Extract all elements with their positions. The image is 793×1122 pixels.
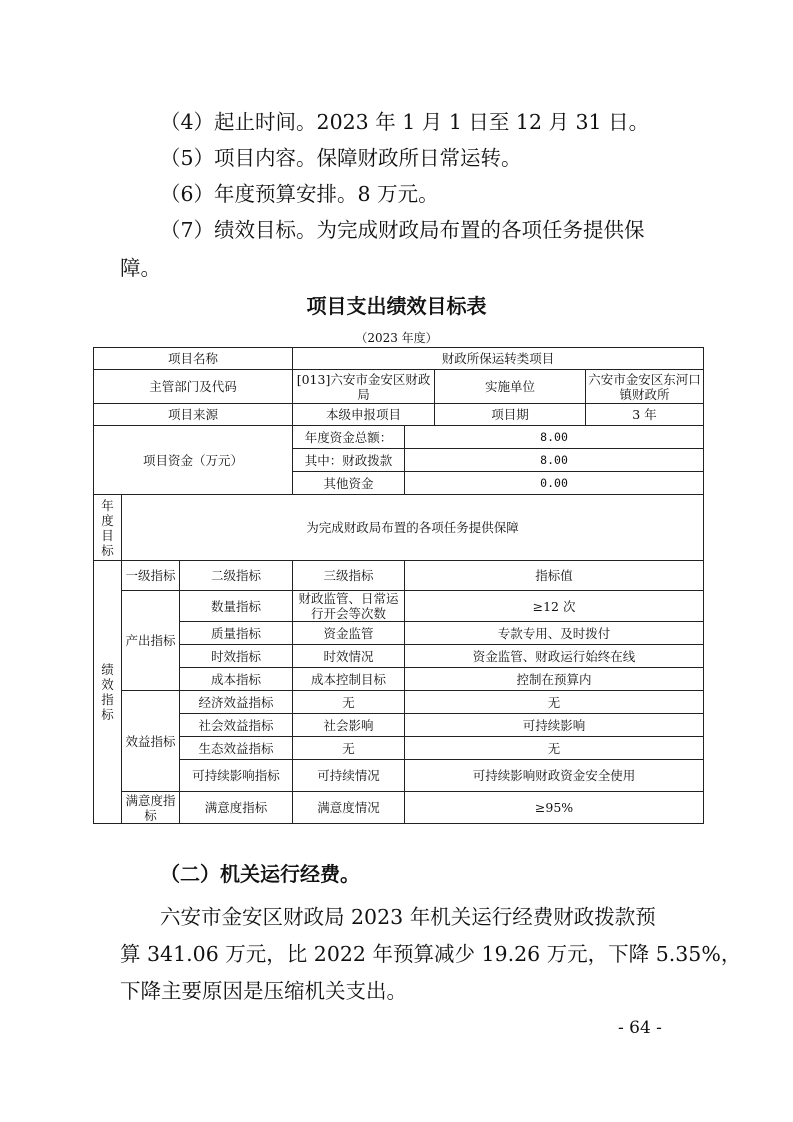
funds-fiscal-value: 8.00 <box>405 449 704 472</box>
annual-goal-value: 为完成财政局布置的各项任务提供保障 <box>122 495 704 561</box>
funds-total-value: 8.00 <box>405 426 704 449</box>
table-row-value: 控制在预算内 <box>405 668 704 691</box>
table-row-l3: 无 <box>293 691 405 714</box>
performance-table <box>93 347 704 824</box>
para-bottom-2: 算 341.06 万元，比 2022 年预算减少 19.26 万元，下降 5.35%， <box>120 942 742 966</box>
para-4: （7）绩效目标。为完成财政局布置的各项任务提供保 <box>160 218 645 242</box>
funds-label: 项目资金（万元） <box>94 426 293 495</box>
table-row-l2: 经济效益指标 <box>180 691 293 714</box>
table-row-l3: 无 <box>293 737 405 760</box>
para-2: （5）项目内容。保障财政所日常运转。 <box>160 146 522 170</box>
impl-label: 实施单位 <box>435 370 586 404</box>
table-row-value: 资金监管、财政运行始终在线 <box>405 645 704 668</box>
table-row-l2: 时效指标 <box>180 645 293 668</box>
dept-value: [013]六安市金安区财政局 <box>293 370 435 404</box>
period-value: 3 年 <box>586 404 704 426</box>
para-1: （4）起止时间。2023 年 1 月 1 日至 12 月 31 日。 <box>160 110 650 134</box>
table-row-l3: 可持续情况 <box>293 760 405 792</box>
table-row-l2: 成本指标 <box>180 668 293 691</box>
table-row-l2: 生态效益指标 <box>180 737 293 760</box>
col-level1: 一级指标 <box>122 561 180 591</box>
benefit-label: 效益指标 <box>122 691 180 792</box>
table-title: 项目支出绩效目标表 <box>306 294 487 318</box>
col-level3: 三级指标 <box>293 561 405 591</box>
annual-goal-label: 年度目标 <box>94 495 122 561</box>
page-number: - 64 - <box>618 1018 662 1038</box>
table-row-value: ≥12 次 <box>405 591 704 622</box>
section-heading: （二）机关运行经费。 <box>160 862 360 886</box>
table-row-l3: 资金监管 <box>293 622 405 645</box>
table-row-l2: 数量指标 <box>180 591 293 622</box>
table-row-l2: 质量指标 <box>180 622 293 645</box>
table-row-value: ≥95% <box>405 792 704 824</box>
table-row-l3: 满意度情况 <box>293 792 405 824</box>
table-row-value: 无 <box>405 737 704 760</box>
table-row-value: 无 <box>405 691 704 714</box>
perf-label: 绩效指标 <box>94 561 122 824</box>
para-bottom-3: 下降主要原因是压缩机关支出。 <box>120 979 407 1003</box>
para-5: 障。 <box>120 256 161 280</box>
table-row-value: 专款专用、及时拨付 <box>405 622 704 645</box>
project-name-value: 财政所保运转类项目 <box>293 348 704 370</box>
table-row-l2: 可持续影响指标 <box>180 760 293 792</box>
table-row-l3: 成本控制目标 <box>293 668 405 691</box>
table-subtitle: （2023 年度） <box>355 331 438 345</box>
para-3: （6）年度预算安排。8 万元。 <box>160 182 439 206</box>
funds-other-label: 其他资金 <box>293 472 405 495</box>
table-row-value: 可持续影响财政资金安全使用 <box>405 760 704 792</box>
period-label: 项目期 <box>435 404 586 426</box>
funds-total-label: 年度资金总额： <box>293 426 405 449</box>
source-label: 项目来源 <box>94 404 293 426</box>
table-row-value: 可持续影响 <box>405 714 704 737</box>
satisfaction-label: 满意度指标 <box>122 792 180 824</box>
source-value: 本级申报项目 <box>293 404 435 426</box>
output-label: 产出指标 <box>122 591 180 691</box>
table-row-l3: 时效情况 <box>293 645 405 668</box>
table-row-l2: 社会效益指标 <box>180 714 293 737</box>
para-bottom-1: 六安市金安区财政局 2023 年机关运行经费财政拨款预 <box>160 905 656 929</box>
dept-label: 主管部门及代码 <box>94 370 293 404</box>
table-row-l2: 满意度指标 <box>180 792 293 824</box>
col-value: 指标值 <box>405 561 704 591</box>
funds-fiscal-label: 其中：财政拨款 <box>293 449 405 472</box>
impl-value: 六安市金安区东河口镇财政所 <box>586 370 704 404</box>
col-level2: 二级指标 <box>180 561 293 591</box>
funds-other-value: 0.00 <box>405 472 704 495</box>
table-row-l3: 社会影响 <box>293 714 405 737</box>
project-name-label: 项目名称 <box>94 348 293 370</box>
table-row-l3: 财政监管、日常运行开会等次数 <box>293 591 405 622</box>
